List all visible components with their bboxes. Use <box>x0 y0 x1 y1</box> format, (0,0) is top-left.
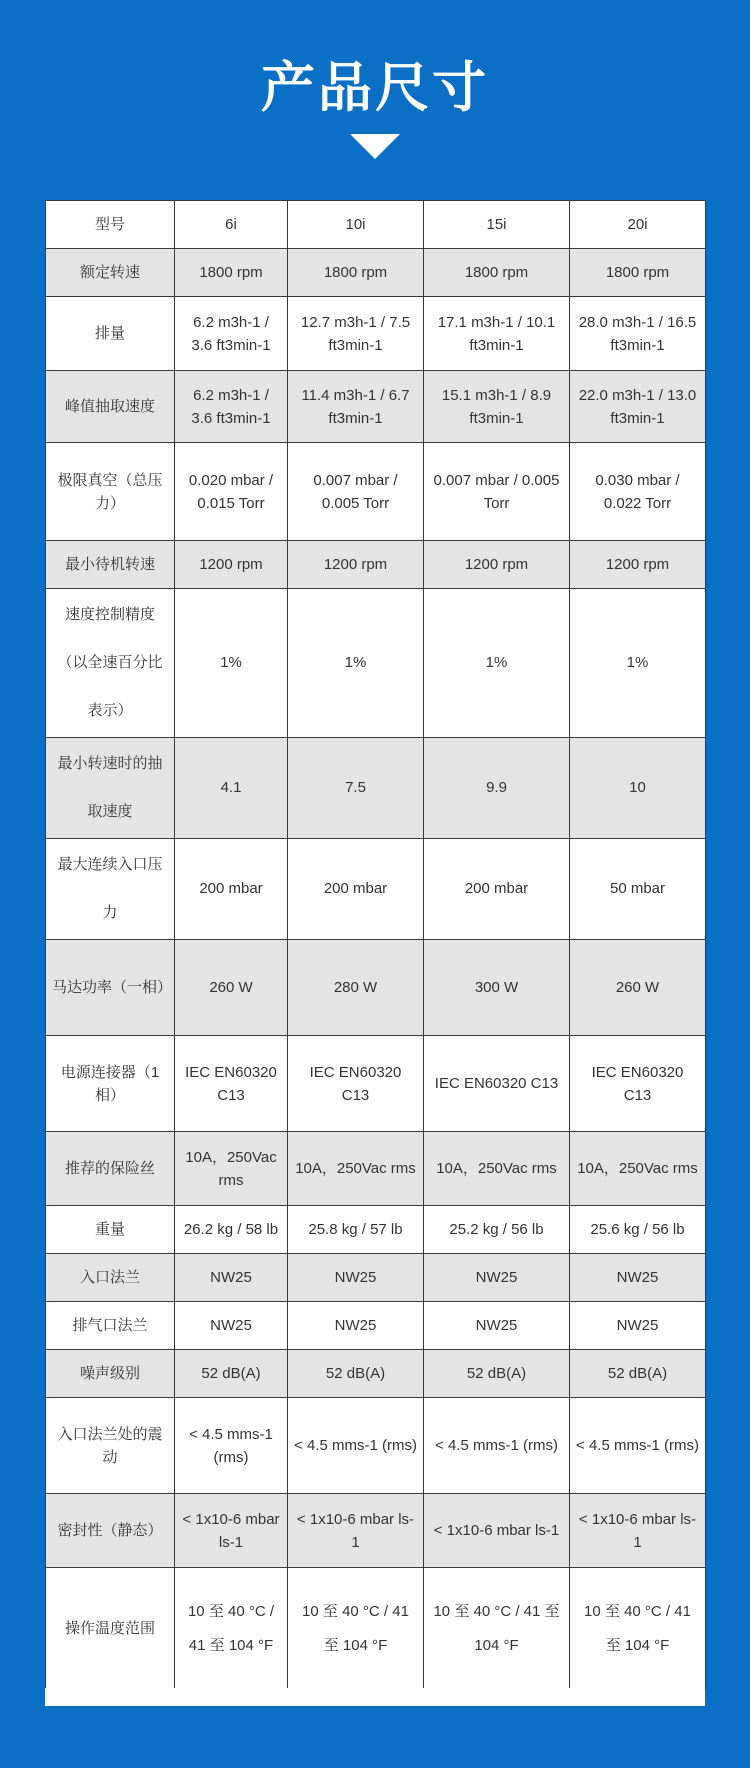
table-cell: IEC EN60320 C13 <box>175 1036 288 1132</box>
table-cell: 1% <box>424 589 570 738</box>
table-cell: < 4.5 mms-1 (rms) <box>424 1398 570 1494</box>
table-row <box>46 1302 706 1350</box>
table-cell: 10A，250Vac rms <box>288 1132 424 1206</box>
table-cell: 10A，250Vac rms <box>424 1132 570 1206</box>
table-cell: NW25 <box>175 1302 288 1350</box>
table-cell: 260 W <box>175 940 288 1036</box>
table-cell: 10A，250Vac rms <box>175 1132 288 1206</box>
table-cell: 10 <box>570 738 706 839</box>
table-cell: 0.007 mbar / 0.005 Torr <box>424 443 570 541</box>
table-cell: < 1x10-6 mbar ls-1 <box>175 1494 288 1568</box>
table-cell: 52 dB(A) <box>175 1350 288 1398</box>
table-cell: 10 至 40 °C / 41 至 104 °F <box>288 1568 424 1690</box>
table-cell: < 1x10-6 mbar ls-1 <box>424 1494 570 1568</box>
row-label: 噪声级别 <box>46 1350 175 1398</box>
row-label: 排量 <box>46 297 175 371</box>
table-cell: 15.1 m3h-1 / 8.9 ft3min-1 <box>424 371 570 443</box>
header-cell: 15i <box>424 201 570 249</box>
table-cell: 50 mbar <box>570 839 706 940</box>
row-label: 速度控制精度（以全速百分比表示） <box>46 589 175 738</box>
table-cell: 1% <box>570 589 706 738</box>
table-cell: 1% <box>288 589 424 738</box>
table-row <box>46 1568 706 1690</box>
row-label: 峰值抽取速度 <box>46 371 175 443</box>
table-cell: 25.6 kg / 56 lb <box>570 1206 706 1254</box>
table-cell: 280 W <box>288 940 424 1036</box>
row-label: 极限真空（总压力） <box>46 443 175 541</box>
table-cell: 52 dB(A) <box>288 1350 424 1398</box>
row-label: 密封性（静态） <box>46 1494 175 1568</box>
table-row <box>46 249 706 297</box>
table-cell: 1800 rpm <box>175 249 288 297</box>
table-cell: IEC EN60320 C13 <box>570 1036 706 1132</box>
row-label: 推荐的保险丝 <box>46 1132 175 1206</box>
table-cell: 11.4 m3h-1 / 6.7 ft3min-1 <box>288 371 424 443</box>
table-cell: 10 至 40 °C / 41 至 104 °F <box>175 1568 288 1690</box>
table-cell: 0.007 mbar / 0.005 Torr <box>288 443 424 541</box>
row-label: 操作温度范围 <box>46 1568 175 1690</box>
table-cell: NW25 <box>288 1302 424 1350</box>
table-cell: 52 dB(A) <box>424 1350 570 1398</box>
table-cell: 10 至 40 °C / 41 至 104 °F <box>570 1568 706 1690</box>
table-cell: < 1x10-6 mbar ls-1 <box>288 1494 424 1568</box>
table-cell: IEC EN60320 C13 <box>424 1036 570 1132</box>
header-cell: 6i <box>175 201 288 249</box>
table-row <box>46 1254 706 1302</box>
table-cell: NW25 <box>570 1254 706 1302</box>
table-cell: 52 dB(A) <box>570 1350 706 1398</box>
table-cell: 12.7 m3h-1 / 7.5 ft3min-1 <box>288 297 424 371</box>
table-cell: 1200 rpm <box>175 541 288 589</box>
table-cell: 25.8 kg / 57 lb <box>288 1206 424 1254</box>
table-cell: 22.0 m3h-1 / 13.0 ft3min-1 <box>570 371 706 443</box>
header-cell: 型号 <box>46 201 175 249</box>
table-cell: 9.9 <box>424 738 570 839</box>
table-cell: 1200 rpm <box>424 541 570 589</box>
table-cell: 6.2 m3h-1 / 3.6 ft3min-1 <box>175 371 288 443</box>
table-row <box>46 443 706 541</box>
spec-table-container <box>45 200 705 1690</box>
table-cell: < 1x10-6 mbar ls-1 <box>570 1494 706 1568</box>
row-label: 马达功率（一相） <box>46 940 175 1036</box>
table-cell: NW25 <box>288 1254 424 1302</box>
row-label: 入口法兰 <box>46 1254 175 1302</box>
table-cell: IEC EN60320 C13 <box>288 1036 424 1132</box>
row-label: 最小转速时的抽取速度 <box>46 738 175 839</box>
table-row <box>46 738 706 839</box>
table-cell: 0.020 mbar / 0.015 Torr <box>175 443 288 541</box>
table-row <box>46 1132 706 1206</box>
table-row <box>46 1398 706 1494</box>
row-label: 最小待机转速 <box>46 541 175 589</box>
table-cell: < 4.5 mms-1 (rms) <box>175 1398 288 1494</box>
header-cell: 20i <box>570 201 706 249</box>
page-title: 产品尺寸 <box>261 55 489 119</box>
table-cell: 1200 rpm <box>288 541 424 589</box>
table-cell: 7.5 <box>288 738 424 839</box>
table-cell: 10 至 40 °C / 41 至 104 °F <box>424 1568 570 1690</box>
table-row <box>46 1206 706 1254</box>
row-label: 额定转速 <box>46 249 175 297</box>
table-cell: 1800 rpm <box>570 249 706 297</box>
table-cell: 6.2 m3h-1 / 3.6 ft3min-1 <box>175 297 288 371</box>
row-label: 重量 <box>46 1206 175 1254</box>
table-cell: < 4.5 mms-1 (rms) <box>288 1398 424 1494</box>
table-row <box>46 589 706 738</box>
table-cell: 26.2 kg / 58 lb <box>175 1206 288 1254</box>
table-cell: 0.030 mbar / 0.022 Torr <box>570 443 706 541</box>
table-cell: NW25 <box>570 1302 706 1350</box>
table-footer-strip <box>45 1688 705 1706</box>
header-cell: 10i <box>288 201 424 249</box>
table-cell: 1200 rpm <box>570 541 706 589</box>
row-label: 排气口法兰 <box>46 1302 175 1350</box>
row-label: 最大连续入口压力 <box>46 839 175 940</box>
table-row <box>46 940 706 1036</box>
table-cell: 200 mbar <box>424 839 570 940</box>
table-row <box>46 371 706 443</box>
table-cell: 1% <box>175 589 288 738</box>
table-cell: NW25 <box>424 1254 570 1302</box>
table-cell: NW25 <box>424 1302 570 1350</box>
table-cell: < 4.5 mms-1 (rms) <box>570 1398 706 1494</box>
table-row <box>46 1350 706 1398</box>
table-cell: 200 mbar <box>175 839 288 940</box>
row-label: 入口法兰处的震动 <box>46 1398 175 1494</box>
table-row <box>46 541 706 589</box>
table-cell: NW25 <box>175 1254 288 1302</box>
table-cell: 260 W <box>570 940 706 1036</box>
table-row <box>46 1036 706 1132</box>
table-cell: 28.0 m3h-1 / 16.5 ft3min-1 <box>570 297 706 371</box>
table-row <box>46 839 706 940</box>
table-cell: 300 W <box>424 940 570 1036</box>
table-cell: 1800 rpm <box>288 249 424 297</box>
table-header-row <box>46 201 706 249</box>
down-arrow-icon <box>350 134 400 159</box>
table-row <box>46 1494 706 1568</box>
table-cell: 200 mbar <box>288 839 424 940</box>
table-cell: 1800 rpm <box>424 249 570 297</box>
table-cell: 10A，250Vac rms <box>570 1132 706 1206</box>
row-label: 电源连接器（1相） <box>46 1036 175 1132</box>
spec-table <box>45 200 706 1690</box>
table-cell: 4.1 <box>175 738 288 839</box>
table-cell: 25.2 kg / 56 lb <box>424 1206 570 1254</box>
table-row <box>46 297 706 371</box>
table-cell: 17.1 m3h-1 / 10.1 ft3min-1 <box>424 297 570 371</box>
